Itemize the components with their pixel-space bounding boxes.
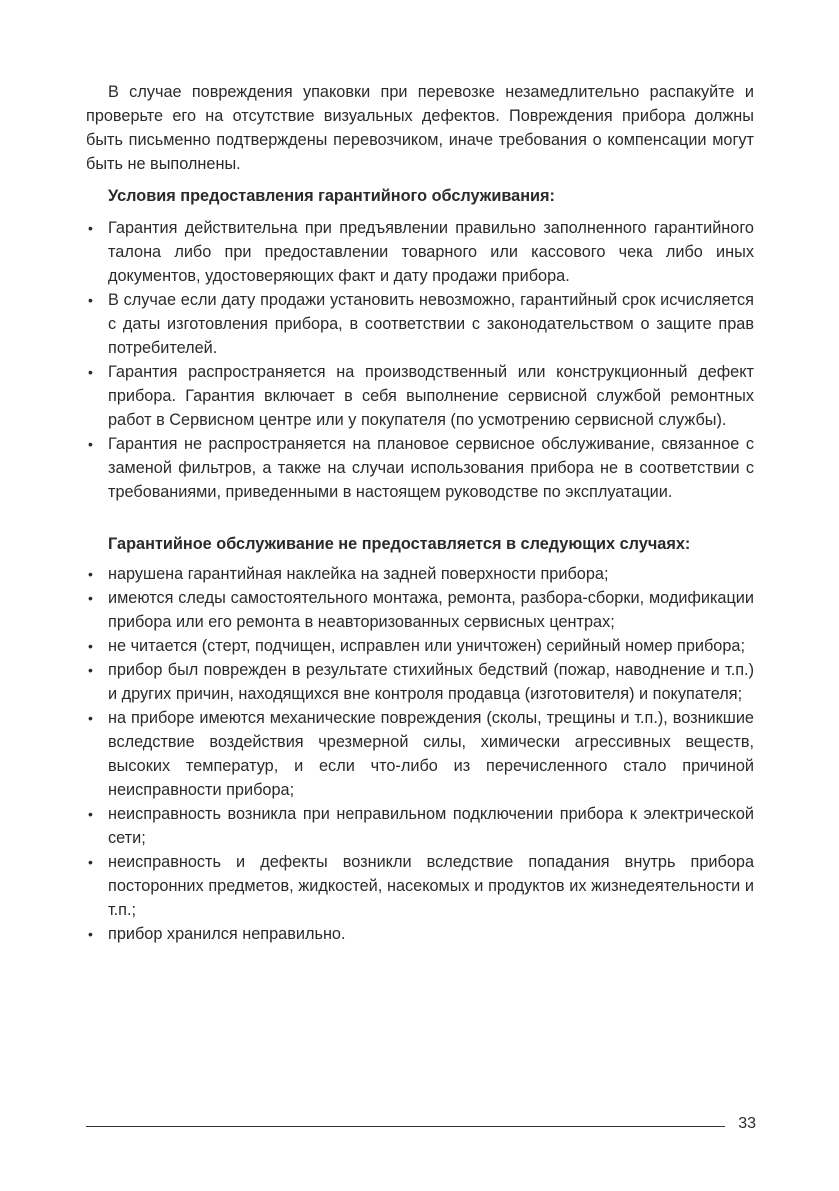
list-item-text: Гарантия действительна при предъявлении правильно заполненного гарантийного талона либо при предоставлении товарного или кассового чека либо иных документов, удостоверяющих факт и дату продажи прибора.	[108, 219, 754, 285]
list-item-text: имеются следы самостоятельного монтажа, ремонта, разбора-сборки, модификации прибора или его ремонта в неавторизованных сервисных центрах;	[108, 589, 754, 631]
page-number: 33	[738, 1115, 756, 1132]
page-content	[86, 80, 754, 946]
list-item	[86, 216, 754, 288]
bullet-icon: •	[88, 566, 93, 582]
list-item	[86, 432, 754, 504]
list-item-text: прибор хранился неправильно.	[108, 925, 346, 943]
list-item	[86, 586, 754, 634]
bullet-icon: •	[88, 590, 93, 606]
warranty-conditions-heading: Условия предоставления гарантийного обслуживания:	[108, 187, 555, 205]
list-item	[86, 288, 754, 360]
list-item-text: неисправность возникла при неправильном подключении прибора к электрической сети;	[108, 805, 754, 847]
warranty-exclusions-list	[86, 562, 754, 946]
bullet-icon: •	[88, 710, 93, 726]
bullet-icon: •	[88, 638, 93, 654]
bullet-icon: •	[88, 436, 93, 452]
list-item-text: неисправность и дефекты возникли вследствие попадания внутрь прибора посторонних предметов, жидкостей, насекомых и продуктов их жизнедеятельности и т.п.;	[108, 853, 754, 919]
list-item	[86, 922, 754, 946]
bullet-icon: •	[88, 292, 93, 308]
warranty-conditions-list	[86, 216, 754, 504]
list-item-text: не читается (стерт, подчищен, исправлен или уничтожен) серийный номер прибора;	[108, 637, 745, 655]
list-item	[86, 802, 754, 850]
bullet-icon: •	[88, 364, 93, 380]
list-item	[86, 706, 754, 802]
bullet-icon: •	[88, 220, 93, 236]
warranty-exclusions-heading: Гарантийное обслуживание не предоставляется в следующих случаях:	[108, 535, 691, 553]
list-item-text: Гарантия распространяется на производственный или конструкционный дефект прибора. Гарантия включает в себя выполнение сервисной службой ремонтных работ в Сервисном центре или у покупателя (по усмотрению сервисной службы).	[108, 363, 754, 429]
list-item-text: нарушена гарантийная наклейка на задней поверхности прибора;	[108, 565, 609, 583]
intro-paragraph: В случае повреждения упаковки при перевозке незамедлительно распакуйте и проверьте его на отсутствие визуальных дефектов. Повреждения прибора должны быть письменно подтверждены перевозчиком, иначе требования о компенсации могут быть не выполнены.	[86, 83, 754, 173]
footer-divider	[86, 1126, 725, 1127]
bullet-icon: •	[88, 662, 93, 678]
list-item	[86, 360, 754, 432]
bullet-icon: •	[88, 806, 93, 822]
list-item	[86, 562, 754, 586]
list-item-text: Гарантия не распространяется на плановое сервисное обслуживание, связанное с заменой фильтров, а также на случаи использования прибора не в соответствии с требованиями, приведенными в настоящем руководстве по эксплуатации.	[108, 435, 754, 501]
list-item	[86, 634, 754, 658]
bullet-icon: •	[88, 926, 93, 942]
list-item-text: прибор был поврежден в результате стихийных бедствий (пожар, наводнение и т.п.) и других причин, находящихся вне контроля продавца (изготовителя) и покупателя;	[108, 661, 754, 703]
list-item	[86, 658, 754, 706]
list-item	[86, 850, 754, 922]
bullet-icon: •	[88, 854, 93, 870]
list-item-text: В случае если дату продажи установить невозможно, гарантийный срок исчисляется с даты изготовления прибора, в соответствии с законодательством о защите прав потребителей.	[108, 291, 754, 357]
list-item-text: на приборе имеются механические повреждения (сколы, трещины и т.п.), возникшие вследствие воздействия чрезмерной силы, химически агрессивных веществ, высоких температур, и если что-либо из перечисленного стало причиной неисправности прибора;	[108, 709, 754, 799]
